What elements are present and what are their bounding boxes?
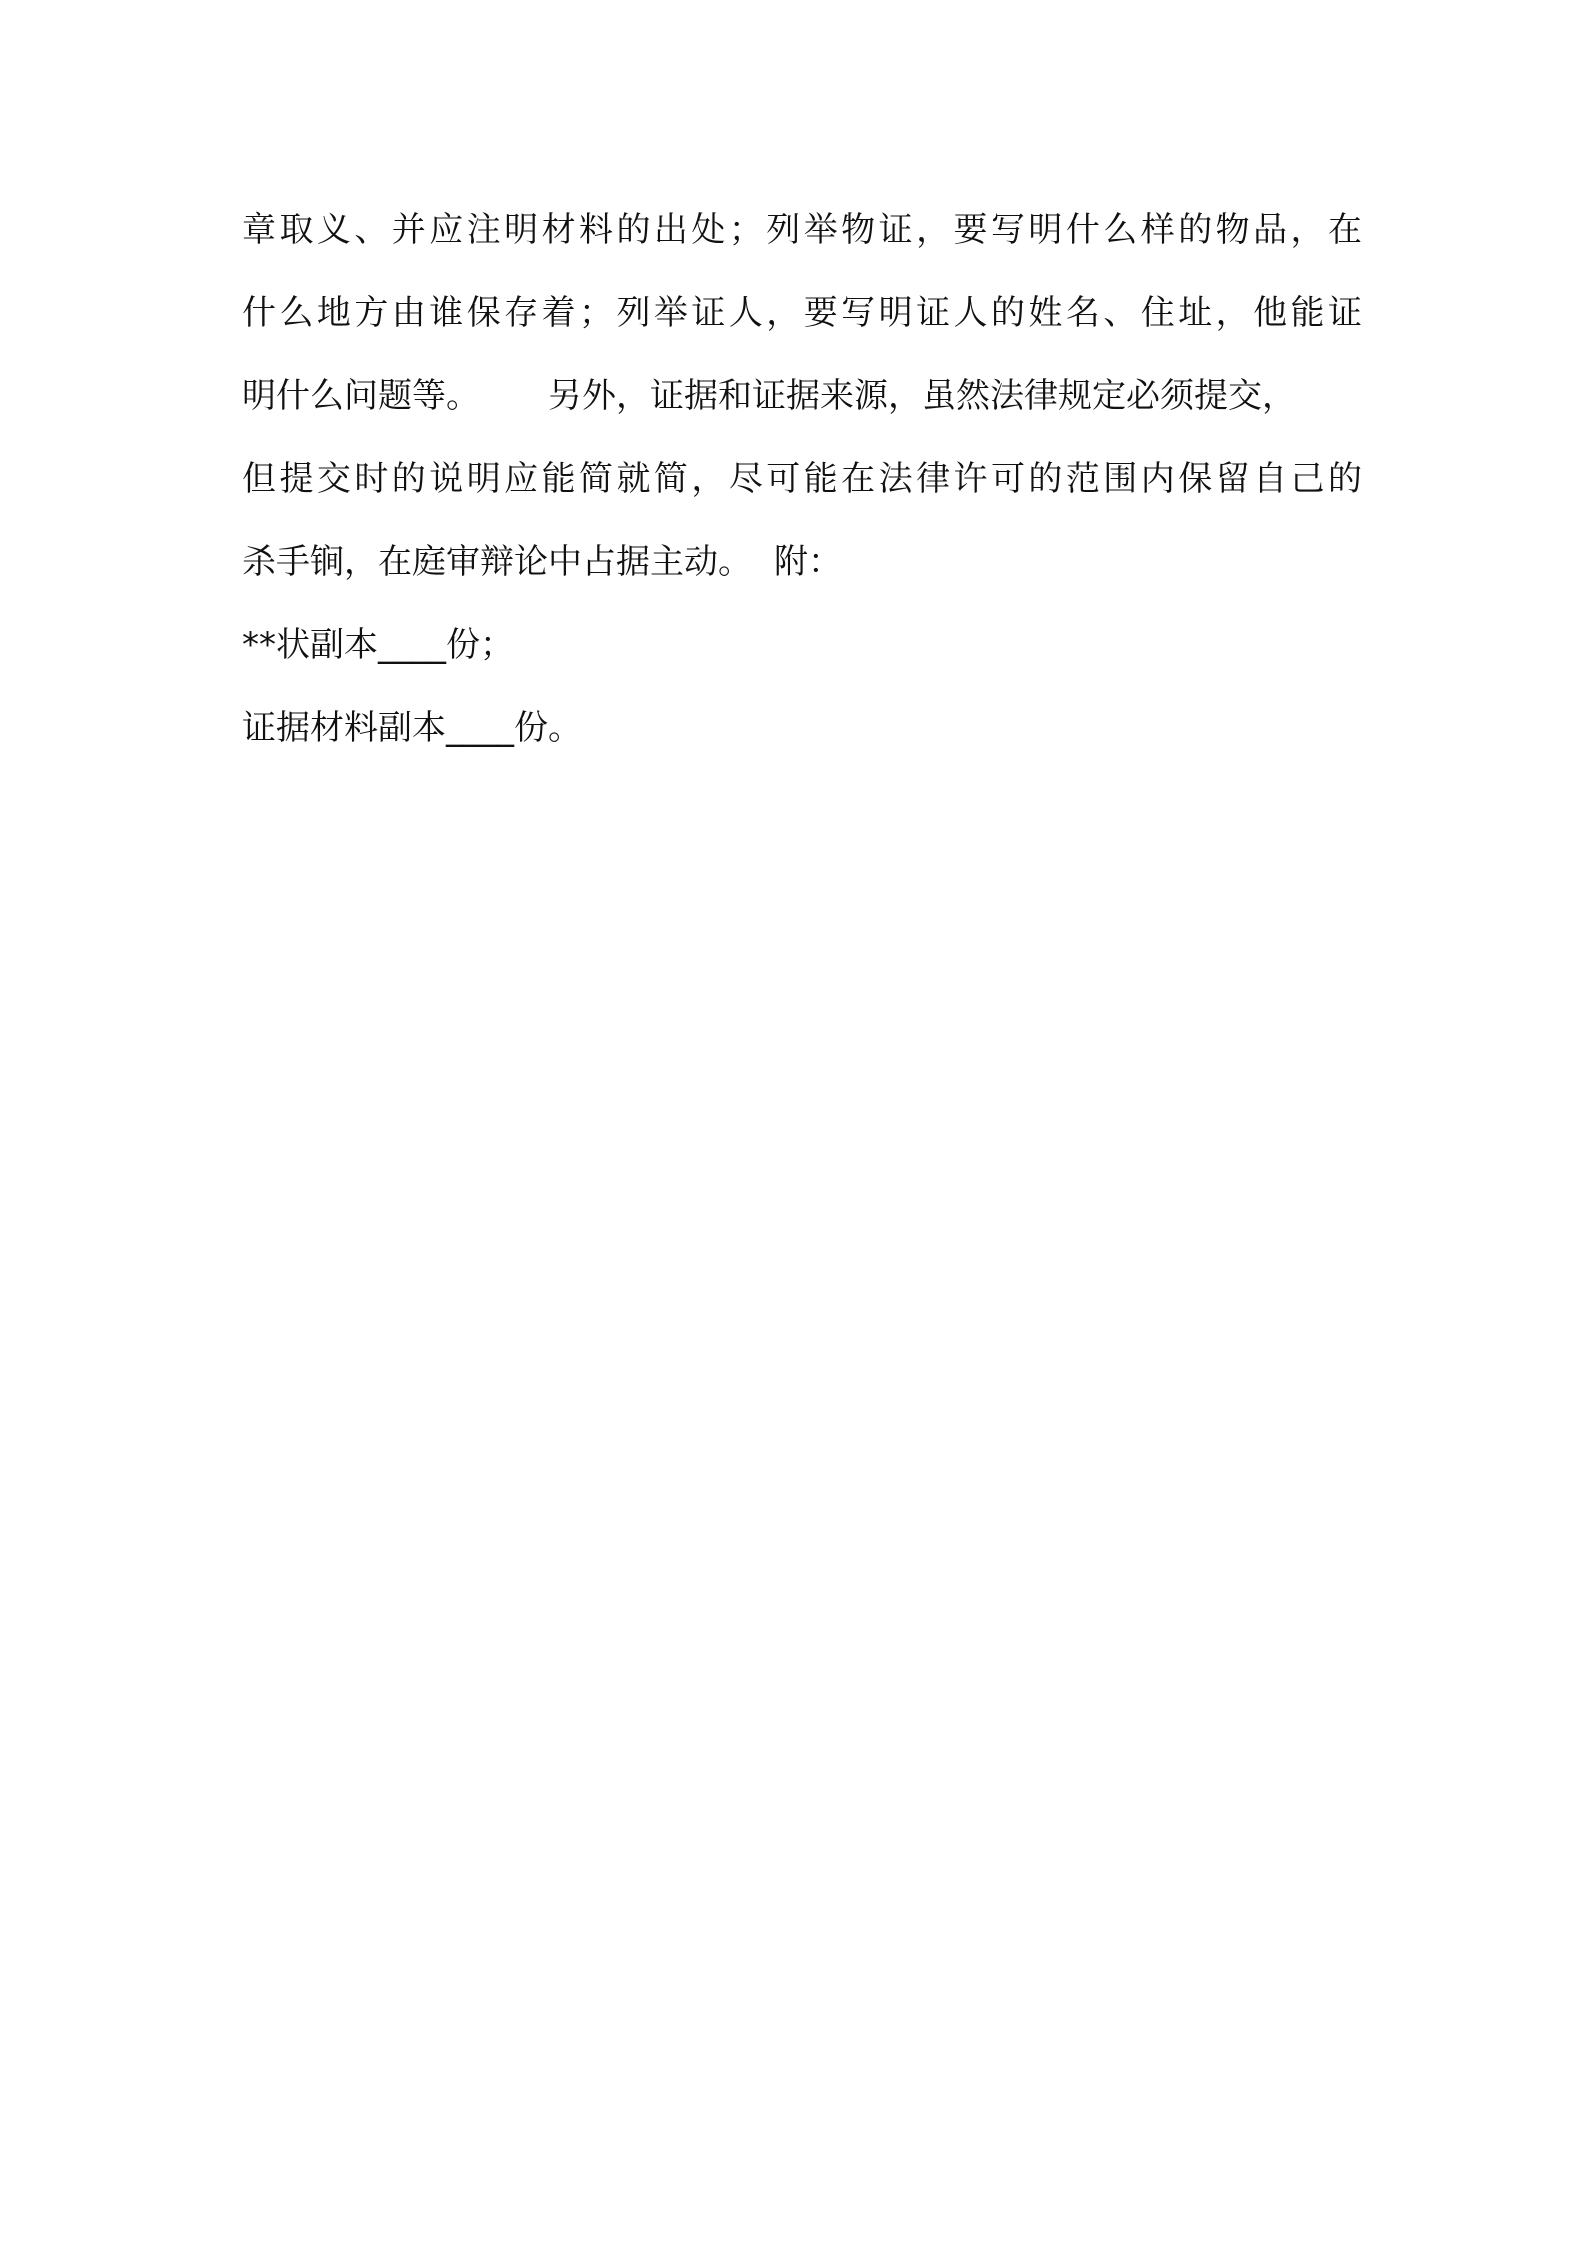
document-body [242,200,1362,781]
text-line-5 [242,532,1362,615]
text-segment-ending: 杀手锏，在庭审辩论中占据主动。 [242,542,752,582]
text-segment-ending: 明什么问题等。 [242,376,480,416]
text-line-4: 但提交时的说明应能简就简，尽可能在法律许可的范围内保留自己的 [242,459,1362,499]
text-line-2: 什么地方由谁保存着；列举证人，要写明证人的姓名、住址，他能证 [242,293,1362,333]
attachment-item-2: 证据材料副本____份。 [242,708,582,748]
attachment-item-1: **状副本____份； [242,625,514,665]
text-segment-paragraph-start: 另外，证据和证据来源，虽然法律规定必须提交， [548,376,1296,416]
attachment-label: 附： [774,542,842,582]
text-line-3 [242,366,1362,449]
text-line-1: 章取义、并应注明材料的出处；列举物证，要写明什么样的物品，在 [242,210,1362,250]
